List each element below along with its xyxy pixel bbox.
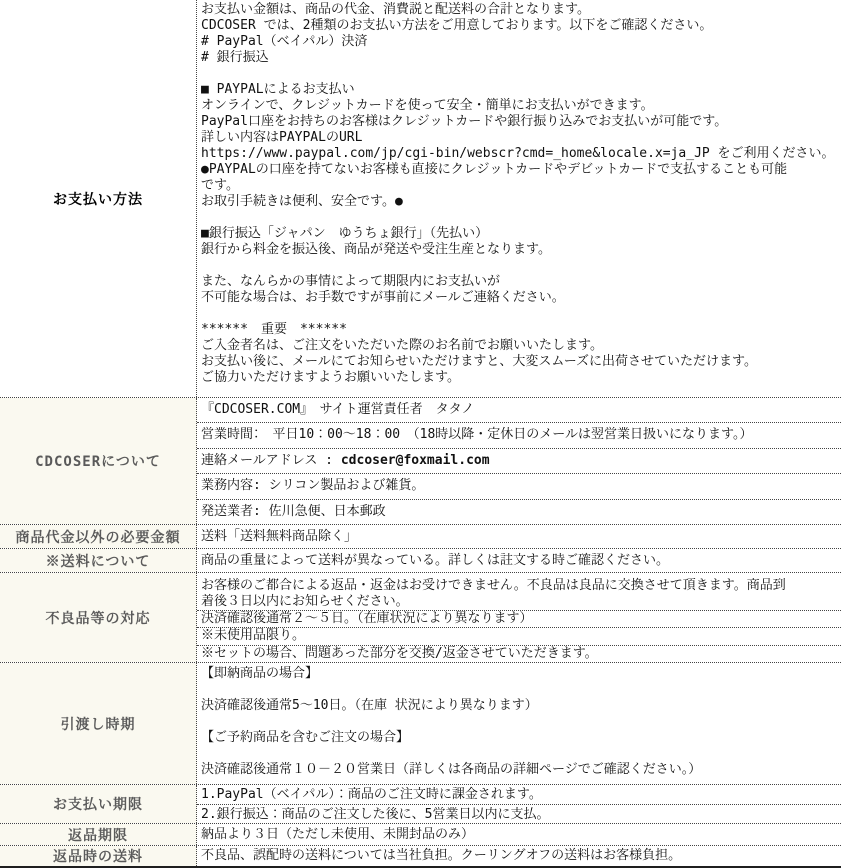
section-content-return-shipping bbox=[197, 846, 841, 866]
section-header-extra-fees: 商品代金以外の必要金額 bbox=[0, 525, 197, 548]
row-extra-fees bbox=[197, 525, 841, 548]
section-header-about-cdcoser: CDCOSERについて bbox=[0, 398, 197, 524]
section-header-payment-method: お支払い方法 bbox=[0, 0, 197, 397]
text-line: 決済確認後通常5～10日。（在庫 状況により異なります） bbox=[201, 698, 538, 713]
extra-fees-text: 送料「送料無料商品除く」 bbox=[201, 529, 358, 544]
section-content-return-deadline bbox=[197, 824, 841, 845]
text-line: お取引手続きは便利、安全です。● bbox=[201, 194, 403, 209]
text-line: ■銀行振込「ジャパン ゆうちょ銀行」（先払い） bbox=[201, 226, 489, 241]
section-content-extra-fees bbox=[197, 525, 841, 548]
paypal-deadline-text: 1.PayPal（ベイパル）：商品のご注文時に課金されます。 bbox=[201, 787, 542, 802]
row-return-deadline bbox=[197, 824, 841, 845]
text-line: # PayPal（ベイパル）決済 bbox=[201, 34, 368, 49]
return-shipping-text: 不良品、誤配時の送料については当社負担。クーリングオフの送料はお客様負担。 bbox=[201, 848, 682, 863]
text-line: # 銀行振込 bbox=[201, 50, 269, 65]
section-header-return-deadline: 返品期限 bbox=[0, 824, 197, 845]
shipping-fee-text: 商品の重量によって送料が異なっている。詳しくは註文する時ご確認ください。 bbox=[201, 553, 670, 568]
text-line bbox=[201, 258, 839, 274]
section-payment-method bbox=[0, 0, 841, 398]
row-exchange-period bbox=[197, 611, 841, 628]
section-content-payment-deadline bbox=[197, 785, 841, 823]
row-site-operator bbox=[197, 398, 841, 423]
business-hours-text: 営業時間： 平日10：00～18：00 （18時以降・定休日のメールは翌営業日扱いになります。） bbox=[201, 427, 753, 443]
text-line bbox=[201, 746, 839, 762]
row-business-hours bbox=[197, 423, 841, 448]
text-line: 着後３日以内にお知らせください。 bbox=[201, 594, 409, 609]
row-unused-only bbox=[197, 628, 841, 645]
text-line: オンラインで、クレジットカードを使って安全・簡単にお支払いができます。 bbox=[201, 98, 654, 113]
shipping-carrier-text: 発送業者: 佐川急便、日本郵政 bbox=[201, 503, 386, 519]
row-business-content bbox=[197, 474, 841, 499]
text-line: お支払い金額は、商品の代金、消費説と配送料の合計となります。 bbox=[201, 2, 590, 17]
contact-email-address: cdcoser@foxmail.com bbox=[340, 452, 490, 468]
set-items-text: ※セットの場合、問題あった部分を交換/返金させていただきます。 bbox=[201, 645, 598, 661]
row-shipping-fee bbox=[197, 549, 841, 572]
section-content-payment-method bbox=[197, 0, 841, 397]
text-line bbox=[201, 210, 839, 226]
section-header-shipping-fee: ※送料について bbox=[0, 549, 197, 572]
section-about-cdcoser bbox=[0, 398, 841, 525]
text-line: 【ご予約商品を含むご注文の場合】 bbox=[201, 730, 410, 745]
section-return-deadline bbox=[0, 824, 841, 846]
business-content-text: 業務内容: シリコン製品および雑貨。 bbox=[201, 478, 425, 494]
row-paypal-deadline bbox=[197, 785, 841, 805]
text-line: お客様のご都合による返品・返金はお受けできません。不良品は良品に交換させて頂きます。商品到 bbox=[201, 578, 786, 593]
text-line: です。 bbox=[201, 178, 239, 193]
text-line: 決済確認後通常１０－２０営業日（詳しくは各商品の詳細ページでご確認ください。） bbox=[201, 762, 702, 777]
section-header-return-shipping: 返品時の送料 bbox=[0, 846, 197, 866]
row-bank-deadline bbox=[197, 805, 841, 824]
section-return-shipping bbox=[0, 846, 841, 866]
unused-only-text: ※未使用品限り。 bbox=[201, 628, 306, 644]
contact-email-label: 連絡メールアドレス : bbox=[201, 452, 341, 468]
row-return-policy bbox=[197, 573, 841, 611]
row-return-shipping bbox=[197, 846, 841, 866]
section-payment-deadline bbox=[0, 785, 841, 824]
text-line bbox=[201, 66, 839, 82]
section-defective-items bbox=[0, 573, 841, 663]
text-line: ご入金者名は、ご注文をいただいた際のお名前でお願いいたします。 bbox=[201, 338, 603, 353]
row-set-items bbox=[197, 646, 841, 662]
text-line: https://www.paypal.com/jp/cgi-bin/webscr?cmd=_home&locale.x=ja_JP をご利用ください。 bbox=[201, 146, 835, 161]
text-line bbox=[201, 306, 839, 322]
section-extra-fees bbox=[0, 525, 841, 549]
text-line: ●PAYPALの口座を持てないお客様も直接にクレジットカードやデビットカードで支払することも可能 bbox=[201, 162, 788, 177]
text-line: また、なんらかの事情によって期限内にお支払いが bbox=[201, 274, 501, 289]
section-content-shipping-fee bbox=[197, 549, 841, 572]
exchange-period-text: 決済確認後通常２～５日。（在庫状況により異なります） bbox=[201, 611, 533, 626]
text-line bbox=[201, 682, 839, 698]
section-content-about-cdcoser bbox=[197, 398, 841, 524]
section-header-defective-items: 不良品等の対応 bbox=[0, 573, 197, 662]
payment-method-text bbox=[197, 0, 841, 386]
text-line: ■ PAYPALによるお支払い bbox=[201, 82, 355, 97]
section-shipping-fee bbox=[0, 549, 841, 573]
text-line: ご協力いただけますようお願いいたします。 bbox=[201, 370, 460, 385]
text-line: 【即納商品の場合】 bbox=[201, 666, 319, 681]
text-line: お支払い後に、メールにてお知らせいただけますと、大変スムーズに出荷させていただけます。 bbox=[201, 354, 758, 369]
section-delivery-time bbox=[0, 663, 841, 785]
text-line bbox=[201, 714, 839, 730]
row-shipping-carrier bbox=[197, 500, 841, 524]
bank-deadline-text: 2.銀行振込：商品のご注文した後に、5営業日以内に支払。 bbox=[201, 806, 550, 822]
text-line: 詳しい内容はPAYPALのURL bbox=[201, 130, 363, 145]
text-line: 不可能な場合は、お手数ですが事前にメールご連絡ください。 bbox=[201, 290, 565, 305]
delivery-time-text bbox=[197, 663, 841, 778]
site-operator-text: 『CDCOSER.COM』 サイト運営責任者 タタノ bbox=[201, 402, 475, 417]
section-header-delivery-time: 引渡し時期 bbox=[0, 663, 197, 784]
text-line: CDCOSER では、2種類のお支払い方法をご用意しております。以下をご確認ください。 bbox=[201, 18, 713, 33]
return-deadline-text: 納品より３日（ただし未使用、未開封品のみ） bbox=[201, 827, 475, 842]
contact-email-line bbox=[201, 453, 839, 469]
text-line: ****** 重要 ****** bbox=[201, 322, 347, 337]
section-header-payment-deadline: お支払い期限 bbox=[0, 785, 197, 823]
section-content-delivery-time bbox=[197, 663, 841, 784]
section-content-defective-items bbox=[197, 573, 841, 662]
text-line: 銀行から料金を振込後、商品が発送や受注生産となります。 bbox=[201, 242, 551, 257]
text-line: PayPal口座をお持ちのお客様はクレジットカードや銀行振り込みでお支払いが可能です。 bbox=[201, 114, 728, 129]
row-contact-email bbox=[197, 449, 841, 474]
